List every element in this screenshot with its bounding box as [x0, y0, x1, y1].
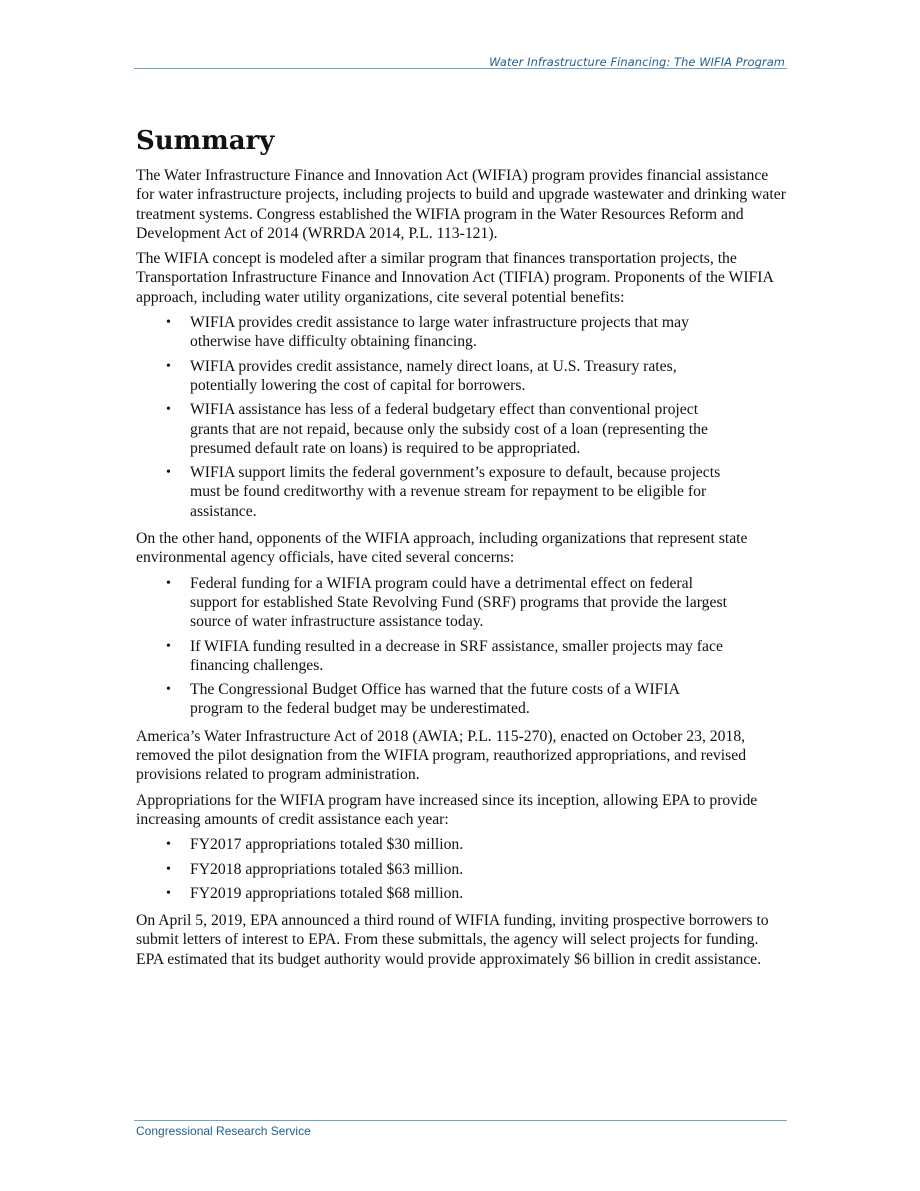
paragraph-awia: America’s Water Infrastructure Act of 2018 (AWIA; P.L. 115-270), enacted on October 23, 2018, removed the pilot designation from the WIFIA program, reauthorized appropriations, and revised provisions related to program administration. — [136, 727, 747, 784]
list-item: • WIFIA support limits the federal government’s exposure to default, because projects must be found creditworthy with a revenue stream for repayment to be eligible for assistance. — [166, 464, 721, 520]
bullet-icon: • — [166, 402, 171, 418]
list-item: • If WIFIA funding resulted in a decrease in SRF assistance, smaller projects may face financing challenges. — [166, 637, 723, 674]
list-item: • WIFIA provides credit assistance, namely direct loans, at U.S. Treasury rates, potentially lowering the cost of capital for borrowers. — [166, 357, 677, 394]
list-item: • The Congressional Budget Office has warned that the future costs of a WIFIA program to the federal budget may be underestimated. — [166, 681, 680, 718]
footer-org: Congressional Research Service — [136, 1124, 311, 1138]
list-item: • FY2017 appropriations totaled $30 million. — [166, 836, 464, 854]
list-item: • Federal funding for a WIFIA program could have a detrimental effect on federal support for established State Revolving Fund (SRF) programs that provide the largest source of water infrastructure assistance today. — [166, 574, 727, 631]
list-item: • WIFIA assistance has less of a federal budgetary effect than conventional project grants that are not repaid, because only the subsidy cost of a loan (representing the presumed default rate on loans) is required to be appropriated. — [166, 401, 708, 457]
running-header: Water Infrastructure Financing: The WIFIA Program — [489, 55, 785, 69]
paragraph-third-round: On April 5, 2019, EPA announced a third round of WIFIA funding, inviting prospective borrowers to submit letters of interest to EPA. From these submittals, the agency will select projects for funding. EPA estimated that its budget authority would provide approximately $6 billion in credit assistance. — [136, 912, 769, 968]
benefits-list — [136, 313, 786, 521]
bullet-icon: • — [166, 358, 171, 374]
bullet-icon: • — [166, 861, 171, 877]
bullet-icon: • — [166, 682, 171, 698]
list-item: • FY2018 appropriations totaled $63 million. — [166, 860, 464, 878]
section-heading: Summary — [136, 126, 275, 156]
main-content — [136, 124, 786, 975]
concerns-list — [136, 574, 786, 719]
paragraph-opponents: On the other hand, opponents of the WIFIA approach, including organizations that represent state environmental agency officials, have cited several concerns: — [136, 530, 748, 567]
list-item: • FY2019 appropriations totaled $68 million. — [166, 884, 464, 902]
footer-rule — [134, 1120, 787, 1121]
bullet-icon: • — [166, 837, 171, 853]
bullet-icon: • — [166, 638, 171, 654]
bullet-icon: • — [166, 885, 171, 901]
bullet-icon: • — [166, 315, 171, 331]
paragraph-appropriations: Appropriations for the WIFIA program have increased since its inception, allowing EPA to provide increasing amounts of credit assistance each year: — [136, 791, 758, 828]
paragraph-intro: The Water Infrastructure Finance and Innovation Act (WIFIA) program provides financial assistance for water infrastructure projects, including projects to build and upgrade wastewater and drinking water treatment systems. Congress established the WIFIA program in the Water Resources Reform and Development Act of 2014 (WRRDA 2014, P.L. 113-121). — [136, 167, 786, 242]
paragraph-concept: The WIFIA concept is modeled after a similar program that finances transportation projects, the Transportation Infrastructure Finance and Innovation Act (TIFIA) program. Proponents of the WIFIA approach, including water utility organizations, cite several potential benefits: — [136, 250, 773, 306]
list-item: • WIFIA provides credit assistance to large water infrastructure projects that may otherwise have difficulty obtaining financing. — [166, 314, 689, 351]
appropriations-list — [136, 835, 786, 903]
bullet-icon: • — [166, 575, 171, 591]
bullet-icon: • — [166, 465, 171, 481]
header-rule — [134, 68, 787, 69]
